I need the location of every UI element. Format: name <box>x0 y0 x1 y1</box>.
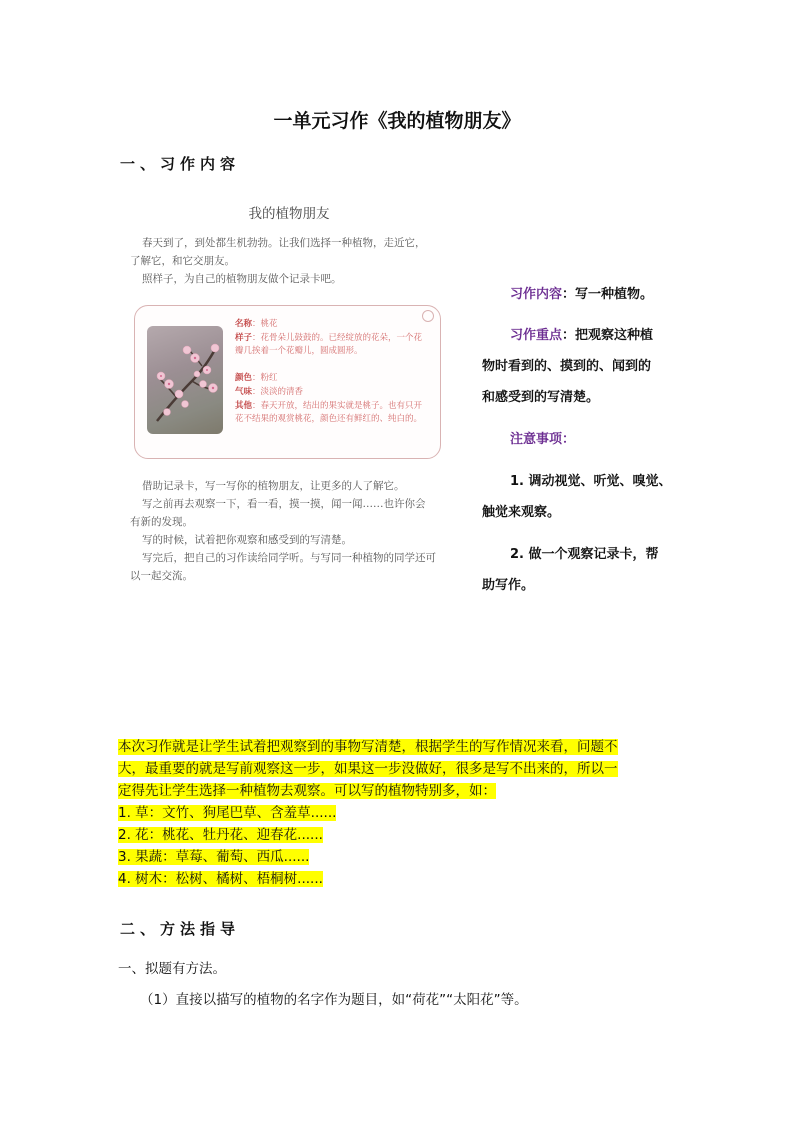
card-field: 样子：花骨朵儿鼓鼓的。已经绽放的花朵，一个花瓣几挨着一个花瓣儿，圆成圆形。 <box>235 333 423 356</box>
card-field-key: 颜色 <box>235 373 253 383</box>
plant-list-item: 1. 草：文竹、狗尾巴草、含羞草...... <box>118 805 337 821</box>
section-heading-2: 二、方法指导 <box>120 920 241 938</box>
note-line: 触觉来观察。 <box>482 505 561 520</box>
plant-list-item: 2. 花：桃花、牡丹花、迎春花...... <box>118 827 323 843</box>
textbook-excerpt <box>130 198 448 593</box>
section-heading-1: 一、习作内容 <box>120 155 241 173</box>
card-field-key: 名称 <box>235 319 253 329</box>
highlight-line: 定得先让学生选择一种植物去观察。可以写的植物特别多，如： <box>118 783 496 799</box>
note-line: 2. 做一个观察记录卡，帮 <box>510 547 659 562</box>
focus-text-line: 物时看到的、摸到的、闻到的 <box>482 359 652 374</box>
note-line: 助写作。 <box>482 578 535 593</box>
card-field-value: 淡淡的清香 <box>260 387 304 397</box>
card-field: 气味：淡淡的清香 <box>235 387 304 397</box>
card-field-value: 花骨朵儿鼓鼓的。已经绽放的花朵，一个花瓣几挨着一个花瓣儿，圆成圆形。 <box>235 333 423 356</box>
card-field-key: 其他 <box>235 401 253 411</box>
highlight-line: 大，最重要的就是写前观察这一步，如果这一步没做好，很多是写不出来的，所以一 <box>118 761 618 777</box>
content-label: 习作内容 <box>510 287 563 302</box>
notes-label: 注意事项： <box>510 432 576 447</box>
plant-list-item: 4. 树木：松树、橘树、梧桐树...... <box>118 871 323 887</box>
method-line: （1）直接以描写的植物的名字作为题目，如“荷花”“太阳花”等。 <box>140 992 528 1008</box>
excerpt-outro-line: 写的时候，试着把你观察和感受到的写清楚。 <box>142 534 352 546</box>
excerpt-title: 我的植物朋友 <box>248 206 330 222</box>
note-line: 1. 调动视觉、听觉、嗅觉、 <box>510 474 672 489</box>
method-line: 一、拟题有方法。 <box>118 961 226 977</box>
card-field: 其他：春天开放，结出的果实就是桃子。也有只开花不结果的观赏桃花，颜色还有鲜红的、纯白的。 <box>235 401 423 424</box>
excerpt-intro-line: 照样子，为自己的植物朋友做个记录卡吧。 <box>142 273 342 285</box>
focus-text: ：把观察这种植 <box>562 328 654 343</box>
plant-list-item: 3. 果蔬：草莓、葡萄、西瓜...... <box>118 849 310 865</box>
card-field: 名称：桃花 <box>235 319 278 329</box>
highlight-line: 本次习作就是让学生试着把观察到的事物写清楚，根据学生的写作情况来看，问题不 <box>118 739 618 755</box>
excerpt-intro-line: 了解它，和它交朋友。 <box>130 255 235 267</box>
focus-text-line: 和感受到的写清楚。 <box>482 390 600 405</box>
content-text: ：写一种植物。 <box>562 287 654 302</box>
card-field-key: 气味 <box>235 387 253 397</box>
side-content <box>510 282 653 308</box>
excerpt-outro-line: 写完后，把自己的习作读给同学听。与写同一种植物的同学还可 <box>142 552 436 564</box>
peach-blossom-photo <box>147 326 223 434</box>
card-field-value: 桃花 <box>260 319 278 329</box>
focus-label: 习作重点 <box>510 328 563 343</box>
side-focus <box>510 323 653 349</box>
excerpt-intro-line: 春天到了，到处都生机勃勃。让我们选择一种植物，走近它， <box>142 237 426 249</box>
card-field: 颜色：粉红 <box>235 373 278 383</box>
excerpt-outro-line: 借助记录卡，写一写你的植物朋友，让更多的人了解它。 <box>142 480 405 492</box>
excerpt-outro-line: 有新的发现。 <box>130 516 193 528</box>
card-field-key: 样子 <box>235 333 253 343</box>
record-card <box>134 305 441 459</box>
excerpt-outro-line: 写之前再去观察一下，看一看，摸一摸，闻一闻……也许你会 <box>142 498 426 510</box>
page-title: 一单元习作《我的植物朋友》 <box>273 110 521 132</box>
card-field-value: 春天开放，结出的果实就是桃子。也有只开花不结果的观赏桃花，颜色还有鲜红的、纯白的。 <box>235 401 423 424</box>
card-field-value: 粉红 <box>260 373 278 383</box>
highlight-paragraph <box>118 736 678 890</box>
excerpt-outro-line: 以一起交流。 <box>130 570 193 582</box>
